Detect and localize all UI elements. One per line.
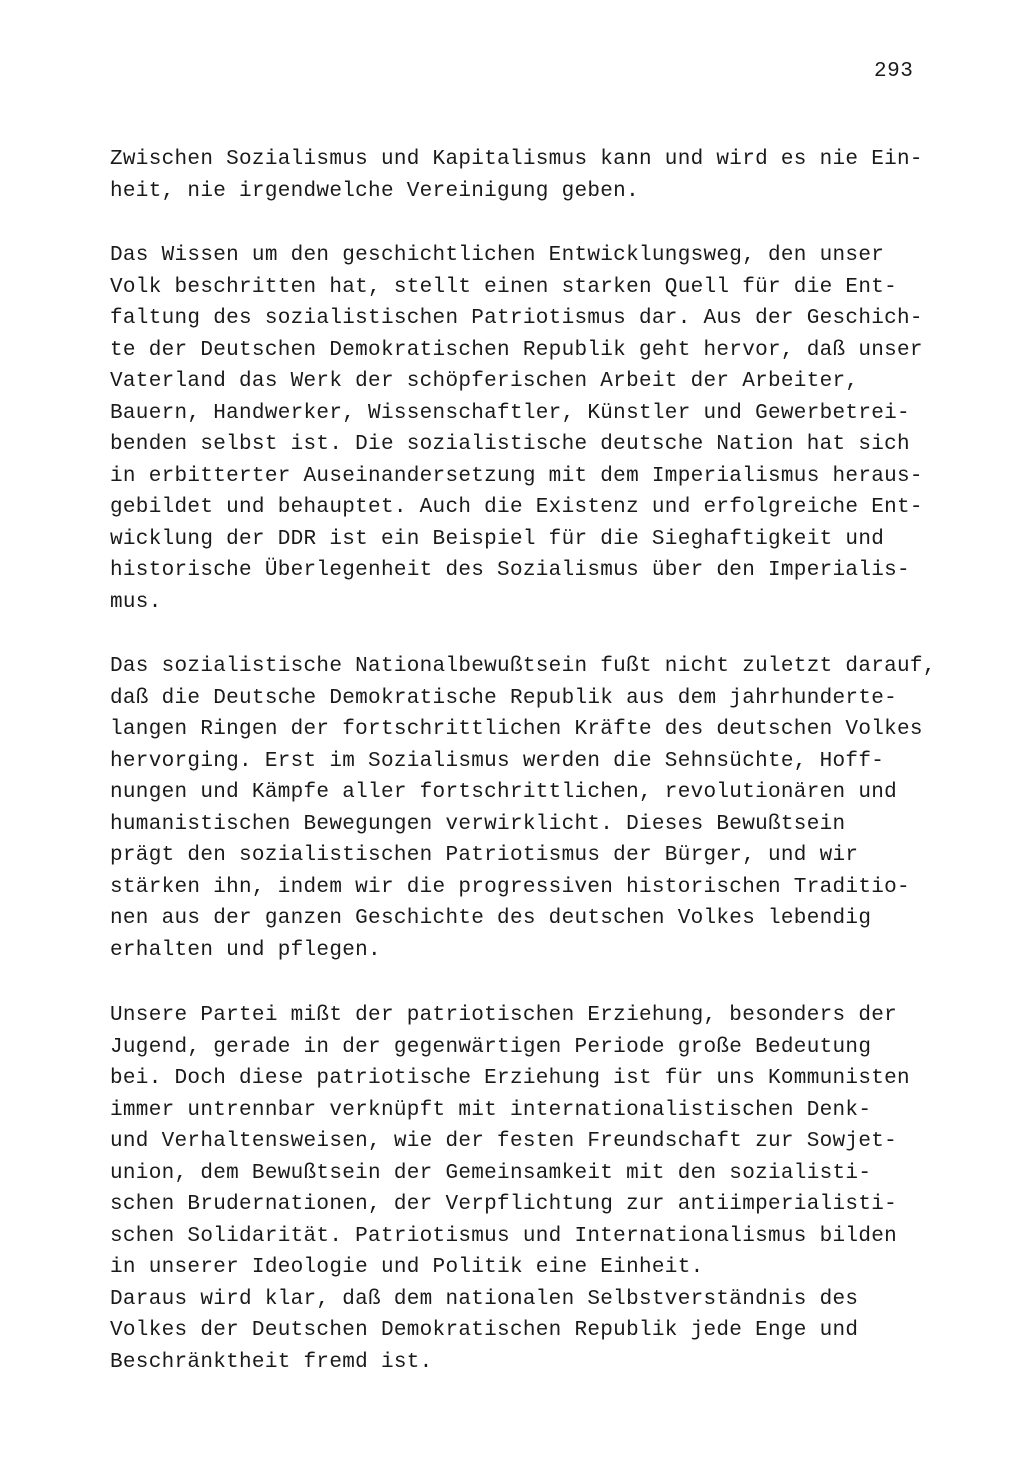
- paragraph-4: [110, 1000, 980, 1378]
- text-line: gebildet und behauptet. Auch die Existenz und erfolgreiche Ent-: [110, 496, 923, 519]
- text-line: Vaterland das Werk der schöpferischen Arbeit der Arbeiter,: [110, 370, 859, 393]
- text-line: und Verhaltensweisen, wie der festen Freundschaft zur Sowjet-: [110, 1130, 898, 1153]
- text-line: schen Brudernationen, der Verpflichtung zur antiimperialisti-: [110, 1193, 898, 1216]
- text-line: nen aus der ganzen Geschichte des deutschen Volkes lebendig: [110, 907, 872, 930]
- text-line: in unserer Ideologie und Politik eine Einheit.: [110, 1256, 704, 1279]
- text-line: Das sozialistische Nationalbewußtsein fußt nicht zuletzt darauf,: [110, 655, 936, 678]
- text-line: nungen und Kämpfe aller fortschrittlichen, revolutionären und: [110, 781, 898, 804]
- text-line: Volk beschritten hat, stellt einen starken Quell für die Ent-: [110, 275, 898, 299]
- text-line: erhalten und pflegen.: [110, 938, 381, 962]
- document-body: [110, 144, 980, 1378]
- paragraph-1: [110, 144, 980, 207]
- text-line: wicklung der DDR ist ein Beispiel für die Sieghaftigkeit und: [110, 527, 885, 551]
- text-line: benden selbst ist. Die sozialistische deutsche Nation hat sich: [110, 433, 910, 456]
- text-line: Zwischen Sozialismus und Kapitalismus kann und wird es nie Ein-: [110, 148, 923, 171]
- text-line: prägt den sozialistischen Patriotismus der Bürger, und wir: [110, 844, 859, 867]
- text-line: langen Ringen der fortschrittlichen Kräfte des deutschen Volkes: [110, 718, 923, 741]
- text-line: in erbitterter Auseinandersetzung mit dem Imperialismus heraus-: [110, 464, 923, 488]
- paragraph-2: [110, 240, 980, 618]
- text-line: union, dem Bewußtsein der Gemeinsamkeit mit den sozialisti-: [110, 1161, 872, 1185]
- text-line: stärken ihn, indem wir die progressiven historischen Traditio-: [110, 875, 910, 899]
- text-line: te der Deutschen Demokratischen Republik geht hervor, daß unser: [110, 338, 923, 362]
- text-line: Beschränktheit fremd ist.: [110, 1350, 433, 1374]
- text-line: schen Solidarität. Patriotismus und Internationalismus bilden: [110, 1224, 898, 1248]
- text-line: historische Überlegenheit des Sozialismus über den Imperialis-: [110, 559, 910, 582]
- text-line: hervorging. Erst im Sozialismus werden die Sehnsüchte, Hoff-: [110, 749, 885, 773]
- text-line: Daraus wird klar, daß dem nationalen Selbstverständnis des: [110, 1287, 859, 1311]
- text-line: bei. Doch diese patriotische Erziehung ist für uns Kommunisten: [110, 1067, 910, 1090]
- text-line: mus.: [110, 590, 162, 614]
- text-line: immer untrennbar verknüpft mit internationalistischen Denk-: [110, 1098, 872, 1122]
- text-line: heit, nie irgendwelche Vereinigung geben.: [110, 179, 639, 203]
- paragraph-3: [110, 651, 980, 966]
- text-line: Unsere Partei mißt der patriotischen Erziehung, besonders der: [110, 1004, 898, 1027]
- text-line: Das Wissen um den geschichtlichen Entwicklungsweg, den unser: [110, 244, 885, 267]
- text-line: Volkes der Deutschen Demokratischen Republik jede Enge und: [110, 1319, 859, 1342]
- text-line: humanistischen Bewegungen verwirklicht. Dieses Bewußtsein: [110, 812, 846, 836]
- text-line: Jugend, gerade in der gegenwärtigen Periode große Bedeutung: [110, 1035, 872, 1059]
- text-line: faltung des sozialistischen Patriotismus dar. Aus der Geschich-: [110, 307, 923, 330]
- text-line: Bauern, Handwerker, Wissenschaftler, Künstler und Gewerbetrei-: [110, 401, 910, 425]
- page-number: 293: [874, 60, 914, 83]
- text-line: daß die Deutsche Demokratische Republik aus dem jahrhunderte-: [110, 686, 898, 710]
